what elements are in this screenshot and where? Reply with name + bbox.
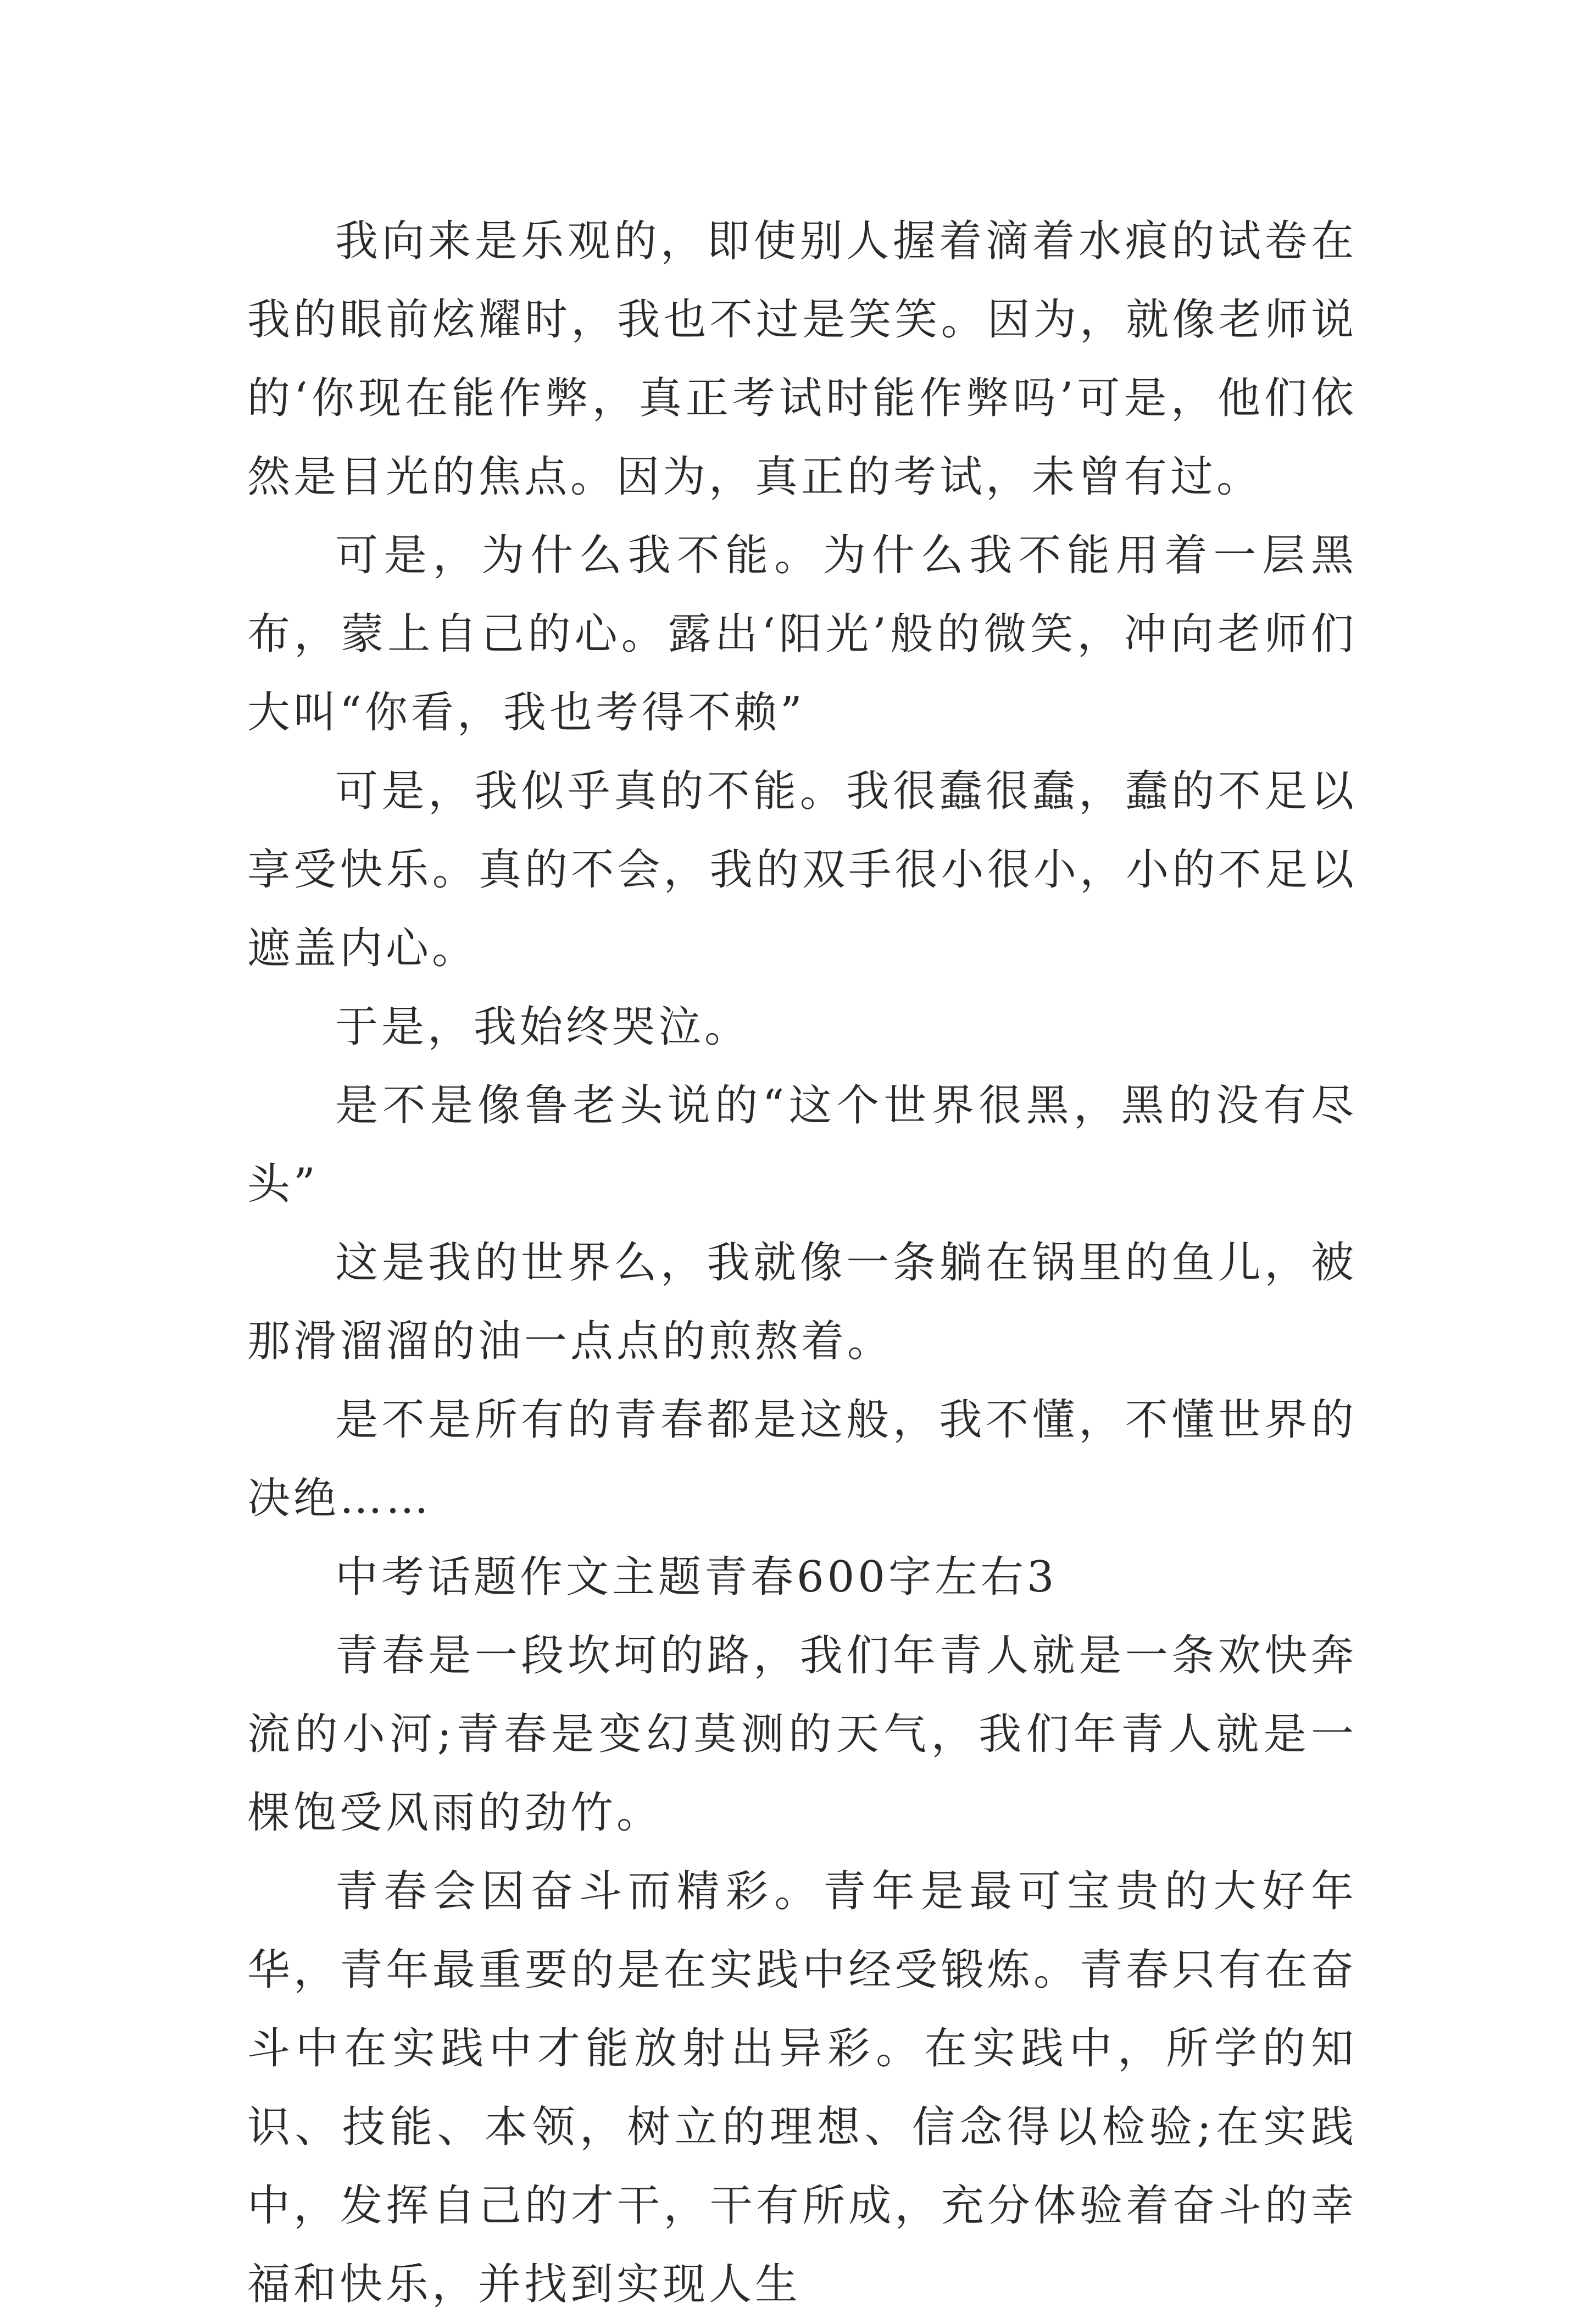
paragraph-rugged-road: 青春是一段坎坷的路，我们年青人就是一条欢快奔流的小河;青春是变幻莫测的天气，我们年青人就是一棵饱受风雨的劲竹。 [247, 1631, 1357, 1838]
paragraph-all-youth: 是不是所有的青春都是这般，我不懂，不懂世界的决绝…… [247, 1395, 1357, 1523]
paragraph-fish-in-pan: 这是我的世界么，我就像一条躺在锅里的鱼儿，被那滑溜溜的油一点点的煎熬着。 [247, 1238, 1357, 1366]
paragraph-truly-cannot: 可是，我似乎真的不能。我很蠢很蠢，蠢的不足以享受快乐。真的不会，我的双手很小很小，小的不足以遮盖内心。 [247, 767, 1357, 973]
paragraph-why-cannot: 可是，为什么我不能。为什么我不能用着一层黑布，蒙上自己的心。露出‘阳光’般的微笑，冲向老师们大叫“你看，我也考得不赖” [247, 531, 1357, 737]
paragraph-crying: 于是，我始终哭泣。 [335, 1002, 751, 1052]
section-heading: 中考话题作文主题青春600字左右3 [335, 1552, 1058, 1602]
paragraph-struggle: 青春会因奋斗而精彩。青年是最可宝贵的大好年华，青年最重要的是在实践中经受锻炼。青春只有在奋斗中在实践中才能放射出异彩。在实践中，所学的知识、技能、本领，树立的理想、信念得以检验;在实践中，发挥自己的才干，干有所成，充分体验着奋斗的幸福和快乐，并找到实现人生 [247, 1867, 1357, 2309]
paragraph-optimism: 我向来是乐观的，即使别人握着滴着水痕的试卷在我的眼前炫耀时，我也不过是笑笑。因为，就像老师说的‘你现在能作弊，真正考试时能作弊吗’可是，他们依然是目光的焦点。因为，真正的考试，未曾有过。 [247, 217, 1357, 502]
document-body [247, 202, 1357, 2324]
paragraph-lu-quote: 是不是像鲁老头说的“这个世界很黑，黑的没有尽头” [247, 1081, 1357, 1209]
